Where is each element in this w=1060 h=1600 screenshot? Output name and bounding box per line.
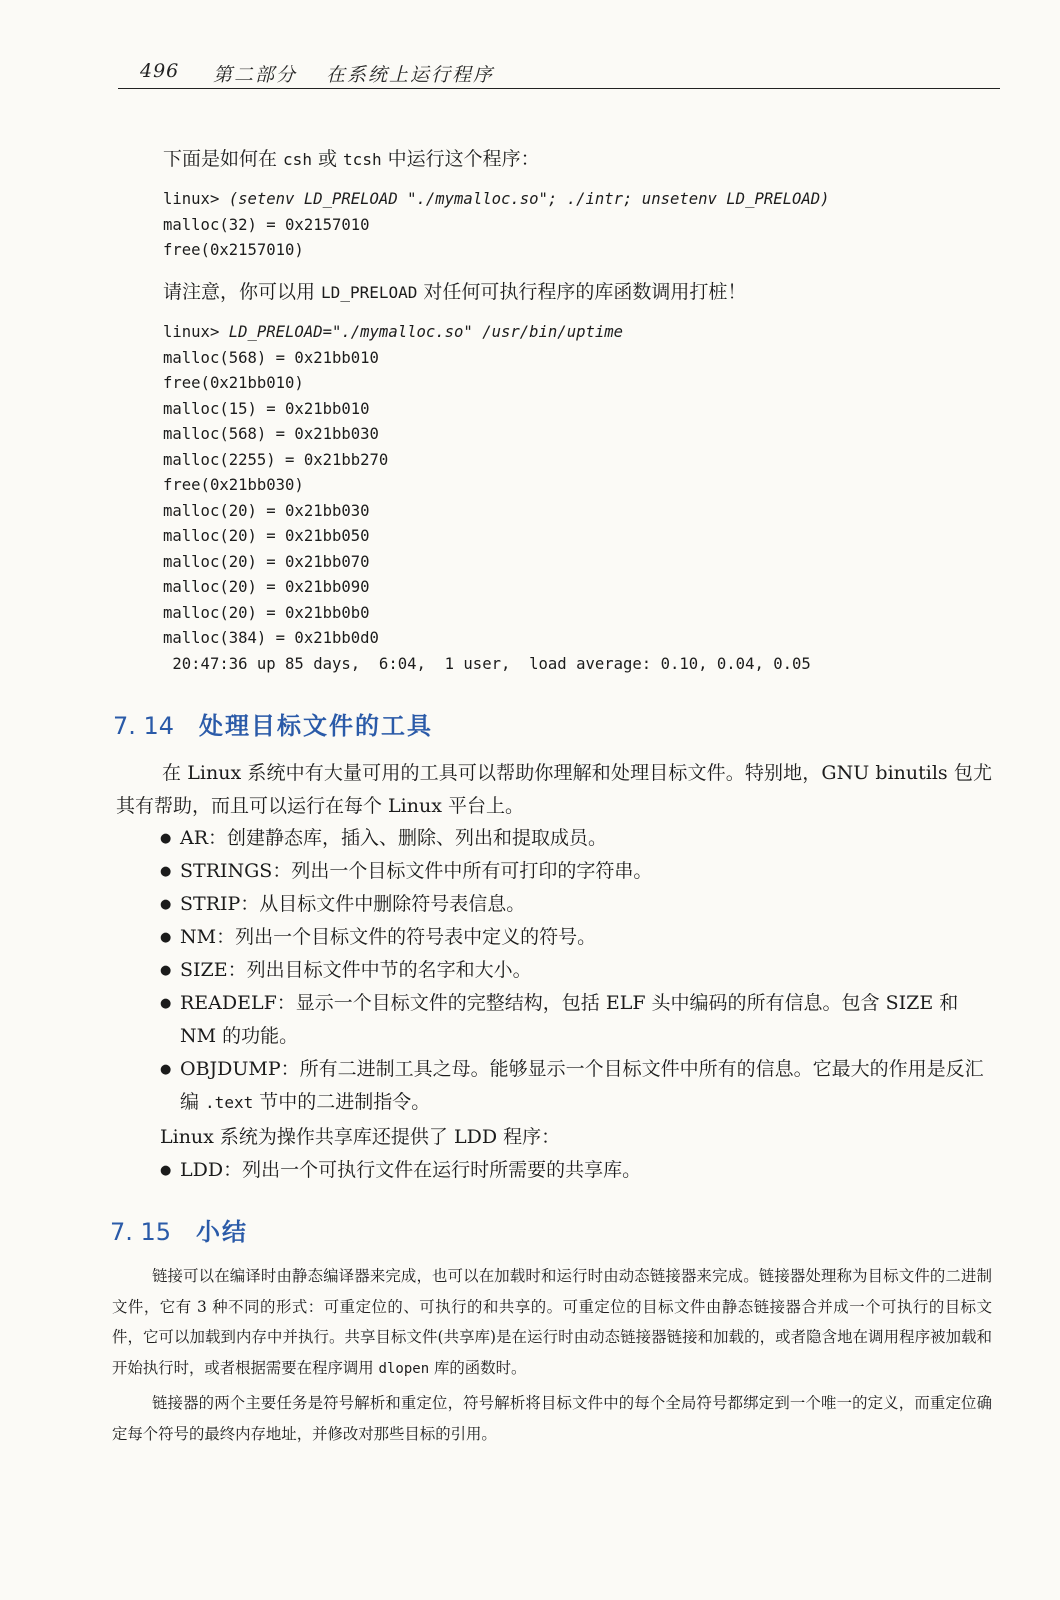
code-output-line: free(0x21bb030)	[163, 476, 304, 494]
code-output-line: malloc(568) = 0x21bb010	[163, 348, 379, 367]
code-output-line: malloc(568) = 0x21bb030	[163, 425, 379, 443]
paragraph-text: 在 Linux 系统中有大量可用的工具可以帮助你理解和处理目标文件。特别地，GNU binutils 包尤其有帮助，而且可以运行在每个 Linux 平台上。	[116, 762, 992, 817]
ld-preload-code: LD_PRELOAD	[321, 283, 418, 302]
code-output-line: malloc(20) = 0x21bb090	[163, 578, 370, 596]
code-output-line: malloc(15) = 0x21bb010	[163, 399, 370, 418]
code-output-line: malloc(384) = 0x21bb0d0	[163, 629, 379, 647]
chapter-label: 在系统上运行程序	[326, 64, 495, 86]
paragraph-text: 链接可以在编译时由静态编译器来完成，也可以在加载时和运行时由动态链接器来完成。链接器处理称为目标文件的二进制文件，它有 3 种不同的形式：可重定位的、可执行的和共享的。可重定位的目标文件由静态链接器合并成一个可执行的目标文件，它可以加载到内存中并执行。共享目标文件(共享库)是在运行时由动态链接器链接和加载的，或者隐含地在调用程序被加载和开始执行时，或者根据需要在程序调用	[112, 1267, 992, 1377]
code-output-line: 20:47:36 up 85 days, 6:04, 1 user, load average: 0.10, 0.04, 0.05	[163, 654, 811, 673]
shell-command: LD_PRELOAD="./mymalloc.so" /usr/bin/uptime	[228, 323, 624, 341]
code-output	[163, 349, 811, 673]
code-output-line: malloc(32) = 0x2157010	[163, 215, 370, 234]
note-text: 对任何可执行程序的库函数调用打桩！	[417, 281, 747, 303]
ldd-intro: Linux 系统为操作共享库还提供了 LDD 程序：	[160, 1126, 561, 1148]
text-section-code: .text	[205, 1093, 254, 1112]
ld-preload-note	[163, 276, 746, 309]
list-text: OBJDUMP：所有二进制工具之母。能够显示一个目标文件中所有的信息。它最大的作用是反汇编	[180, 1058, 984, 1113]
list-item: ● SIZE：列出目标文件中节的名字和大小。	[160, 954, 992, 987]
section-title: 处理目标文件的工具	[199, 712, 433, 740]
code-output-line: free(0x2157010)	[163, 241, 304, 259]
list-item: ● READELF：显示一个目标文件的完整结构，包括 ELF 头中编码的所有信息。包含 SIZE 和 NM 的功能。	[160, 987, 992, 1053]
list-item: ● STRINGS：列出一个目标文件中所有可打印的字符串。	[160, 855, 992, 888]
part-label: 第二部分	[213, 64, 298, 86]
summary-paragraph-2: 链接器的两个主要任务是符号解析和重定位，符号解析将目标文件中的每个全局符号都绑定到一个唯一的定义，而重定位确定每个符号的最终内存地址，并修改对那些目标的引用。	[112, 1394, 992, 1443]
tools-list	[160, 822, 992, 1119]
list-item	[160, 1053, 992, 1119]
tools-intro-paragraph	[116, 757, 992, 823]
shell-command: (setenv LD_PRELOAD "./mymalloc.so"; ./intr; unsetenv LD_PRELOAD)	[228, 190, 830, 208]
code-listing-csh	[163, 187, 830, 264]
tcsh-code: tcsh	[343, 150, 382, 169]
note-text: 请注意，你可以用	[163, 281, 322, 303]
list-item: ● STRIP：从目标文件中删除符号表信息。	[160, 888, 992, 921]
shell-prompt: linux>	[163, 190, 229, 208]
code-output-line: malloc(20) = 0x21bb070	[163, 552, 370, 571]
intro-text: 或	[311, 148, 344, 170]
summary-paragraphs	[112, 1261, 992, 1449]
code-output	[163, 216, 370, 260]
section-title: 小结	[196, 1218, 248, 1246]
list-item: ● AR：创建静态库，插入、删除、列出和提取成员。	[160, 822, 992, 855]
section-heading-7-15	[110, 1212, 248, 1247]
intro-csh-sentence	[163, 143, 540, 176]
section-number: 7. 15	[110, 1218, 172, 1246]
code-output-line: free(0x21bb010)	[163, 374, 304, 392]
section-heading-7-14	[113, 706, 433, 741]
code-output-line: malloc(20) = 0x21bb030	[163, 501, 370, 520]
list-item: ● NM：列出一个目标文件的符号表中定义的符号。	[160, 921, 992, 954]
page-number: 496	[140, 60, 180, 82]
code-listing-uptime	[163, 320, 811, 677]
summary-paragraph-1	[112, 1261, 992, 1384]
shell-prompt: linux>	[163, 323, 229, 341]
code-output-line: malloc(20) = 0x21bb050	[163, 527, 370, 545]
intro-text: 下面是如何在	[163, 148, 284, 170]
paragraph-text: 库的函数时。	[429, 1358, 527, 1377]
code-output-line: malloc(20) = 0x21bb0b0	[163, 603, 370, 622]
section-number: 7. 14	[113, 712, 175, 740]
csh-code: csh	[283, 150, 312, 169]
running-header	[118, 58, 1000, 89]
list-text: 节中的二进制指令。	[253, 1091, 431, 1113]
ldd-list	[160, 1154, 992, 1187]
code-output-line: malloc(2255) = 0x21bb270	[163, 450, 389, 469]
intro-text: 中运行这个程序：	[381, 148, 540, 170]
dlopen-code: dlopen	[378, 1360, 430, 1377]
list-item: ● LDD：列出一个可执行文件在运行时所需要的共享库。	[160, 1154, 992, 1187]
